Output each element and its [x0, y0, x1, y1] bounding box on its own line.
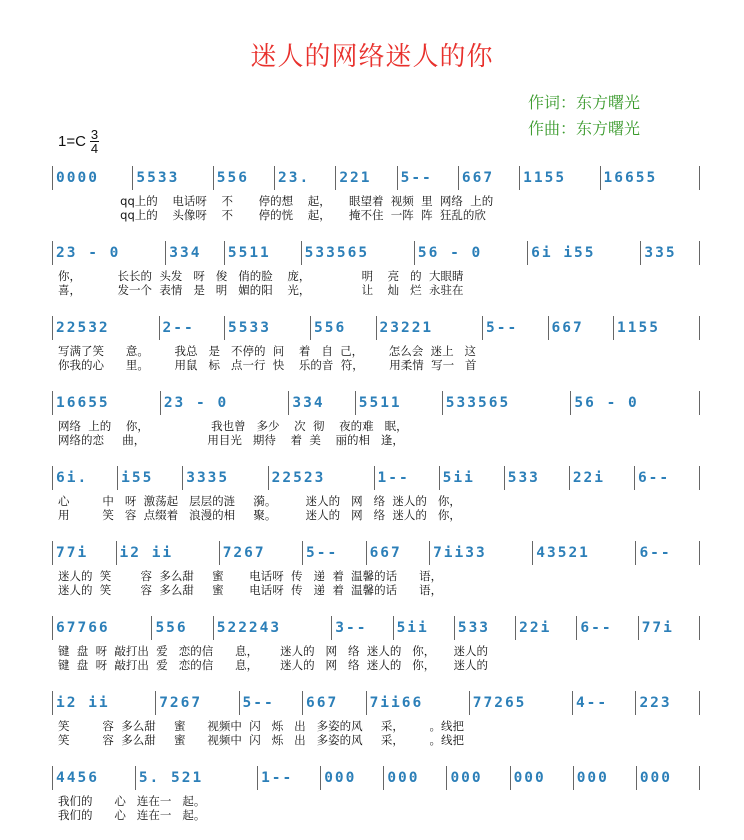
- measure: 5--: [303, 541, 367, 565]
- measure: 4--: [573, 691, 637, 715]
- measure: 16655: [53, 391, 161, 415]
- measure: 000: [574, 766, 637, 790]
- measure: 7ii33: [430, 541, 533, 565]
- measure: 6--: [577, 616, 638, 640]
- measure: 22523: [269, 466, 375, 490]
- measure: 23 - 0: [161, 391, 290, 415]
- measure: 000: [384, 766, 447, 790]
- measure: 5511: [225, 241, 302, 265]
- key-label: 1=C: [58, 133, 86, 150]
- score-row: [52, 616, 700, 690]
- measure: i55: [118, 466, 183, 490]
- time-signature: [90, 128, 99, 155]
- measure: 67766: [53, 616, 152, 640]
- measure: 16655: [601, 166, 700, 190]
- lyric-line-1: 键 盘 呀 敲打出 爱 恋的信 息， 迷人的 网 络 迷人的 你， 迷人的: [58, 644, 489, 658]
- measure: 23 - 0: [53, 241, 166, 265]
- measure: 667: [549, 316, 615, 340]
- measure: 7ii66: [367, 691, 470, 715]
- lyric-line-2: 用 笑 容 点缀着 浪漫的相 聚。 迷人的 网 络 迷人的 你，: [58, 508, 461, 522]
- lyric-line-1: 心 中 呀 激荡起 层层的涟 漪。 迷人的 网 络 迷人的 你，: [58, 494, 461, 508]
- measure: 56 - 0: [571, 391, 700, 415]
- measure: 5ii: [394, 616, 455, 640]
- lyric-line-2: 喜， 发一个 表情 是 明 媚的阳 光， 让 灿 烂 永驻在: [58, 283, 464, 297]
- measure: 5--: [398, 166, 459, 190]
- measure: 0000: [53, 166, 133, 190]
- measure: 22i: [570, 466, 635, 490]
- measure: 000: [447, 766, 510, 790]
- measure: 5--: [483, 316, 549, 340]
- measure: 5533: [133, 166, 213, 190]
- measure: 522243: [214, 616, 333, 640]
- measure: 000: [511, 766, 574, 790]
- measure: 334: [289, 391, 355, 415]
- measure: 22532: [53, 316, 160, 340]
- key-signature: [58, 128, 99, 155]
- measure: 3--: [332, 616, 393, 640]
- lyricist-credit: 作词：东方曙光: [528, 93, 641, 112]
- measure: 2--: [160, 316, 226, 340]
- measure: 000: [321, 766, 384, 790]
- score-row: [52, 541, 700, 615]
- measure: 6--: [635, 466, 700, 490]
- lyric-line-2: 笑 容 多么甜 蜜 视频中 闪 烁 出 多姿的风 采， 。线把: [58, 733, 464, 747]
- lyric-line-2: 迷人的 笑 容 多么甜 蜜 电话呀 传 递 着 温馨的话 语，: [58, 583, 443, 597]
- measure: 667: [367, 541, 431, 565]
- credits: [528, 90, 640, 142]
- lyric-line-1: 网络 上的 你， 我也曾 多少 次 彻 夜的难 眠，: [58, 419, 408, 433]
- notation-line: [52, 316, 700, 340]
- measure: 667: [459, 166, 520, 190]
- measure: 4456: [53, 766, 136, 790]
- measure: 533565: [302, 241, 415, 265]
- measure: 77i: [53, 541, 117, 565]
- measure: 7267: [220, 541, 303, 565]
- measure: 5--: [240, 691, 304, 715]
- lyric-line-1: 写满了笑 意。 我总 是 不停的 问 着 自 己， 怎么会 迷上 这: [58, 344, 477, 358]
- notation-line: [52, 541, 700, 565]
- measure: 223: [636, 691, 700, 715]
- score-row: [52, 316, 700, 390]
- measure: 56 - 0: [415, 241, 528, 265]
- time-signature-top: 3: [90, 127, 99, 142]
- measure: 77265: [470, 691, 573, 715]
- song-title: 迷人的网络迷人的你: [250, 42, 494, 72]
- measure: 335: [641, 241, 700, 265]
- measure: 23.: [275, 166, 336, 190]
- measure: i2 ii: [53, 691, 156, 715]
- measure: i2 ii: [117, 541, 220, 565]
- measure: 5533: [225, 316, 311, 340]
- lyric-line-2: 网络的恋 曲， 用目光 期待 着 美 丽的相 逢，: [58, 433, 404, 447]
- measure: 5. 521: [136, 766, 258, 790]
- measure: 3335: [183, 466, 268, 490]
- measure: 1--: [258, 766, 321, 790]
- measure: 334: [166, 241, 225, 265]
- lyric-line-1: 迷人的 笑 容 多么甜 蜜 电话呀 传 递 着 温馨的话 语，: [58, 569, 443, 583]
- lyric-line-1: qq上的 电话呀 不 停的想 起， 眼望着 视频 里 网络 上的: [58, 194, 494, 208]
- notation-line: [52, 616, 700, 640]
- score-row: [52, 166, 700, 240]
- lyric-line-2: 键 盘 呀 敲打出 爱 恋的信 息， 迷人的 网 络 迷人的 你， 迷人的: [58, 658, 489, 672]
- lyric-line-1: 笑 容 多么甜 蜜 视频中 闪 烁 出 多姿的风 采， 。线把: [58, 719, 464, 733]
- lyric-line-2: qq上的 头像呀 不 停的恍 起， 掩不住 一阵 阵 狂乱的欣: [58, 208, 486, 222]
- measure: 5ii: [440, 466, 505, 490]
- measure: 6--: [636, 541, 700, 565]
- notation-line: [52, 166, 700, 190]
- measure: 667: [303, 691, 367, 715]
- lyric-line-2: 我们的 心 连在一 起。: [58, 808, 206, 822]
- lyric-line-1: 我们的 心 连在一 起。: [58, 794, 206, 808]
- notation-line: [52, 466, 700, 490]
- notation-line: [52, 691, 700, 715]
- measure: 23221: [377, 316, 484, 340]
- measure: 22i: [516, 616, 577, 640]
- measure: 221: [336, 166, 397, 190]
- score-row: [52, 241, 700, 315]
- measure: 533: [505, 466, 570, 490]
- measure: 1--: [375, 466, 440, 490]
- measure: 5511: [356, 391, 443, 415]
- lyric-line-2: 你我的心 里。 用鼠 标 点一行 快 乐的音 符， 用柔情 写一 首: [58, 358, 477, 372]
- measure: 556: [152, 616, 213, 640]
- score-row: [52, 766, 700, 840]
- composer-credit: 作曲：东方曙光: [528, 119, 641, 138]
- score-row: [52, 691, 700, 765]
- measure: 556: [311, 316, 377, 340]
- score-row: [52, 466, 700, 540]
- lyric-line-1: 你， 长长的 头发 呀 俊 俏的脸 庞， 明 亮 的 大眼睛: [58, 269, 464, 283]
- measure: 6i i55: [528, 241, 641, 265]
- notation-line: [52, 766, 700, 790]
- measure: 43521: [533, 541, 636, 565]
- measure: 000: [637, 766, 700, 790]
- score-row: [52, 391, 700, 465]
- measure: 556: [214, 166, 275, 190]
- measure: 1155: [520, 166, 600, 190]
- measure: 1155: [614, 316, 700, 340]
- measure: 533: [455, 616, 516, 640]
- measure: 7267: [156, 691, 239, 715]
- notation-line: [52, 241, 700, 265]
- time-signature-bottom: 4: [90, 141, 99, 156]
- notation-line: [52, 391, 700, 415]
- measure: 6i.: [53, 466, 118, 490]
- measure: 77i: [639, 616, 700, 640]
- measure: 533565: [443, 391, 572, 415]
